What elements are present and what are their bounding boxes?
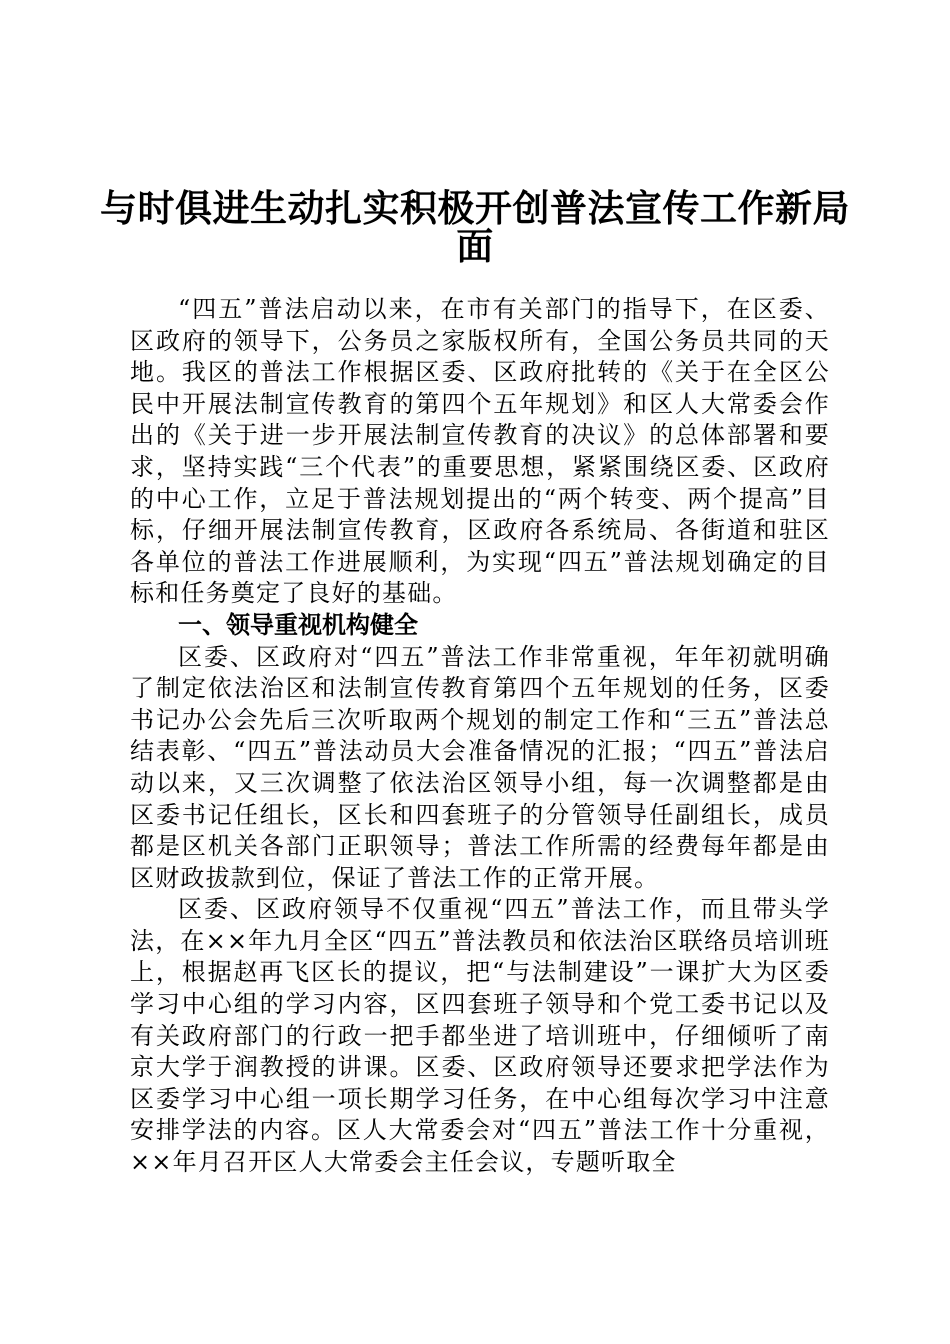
document-body: [130, 294, 830, 1179]
document-title-line-1: 与时俱进生动扎实积极开创普法宣传工作新局: [100, 187, 850, 230]
section-heading-1: 一、领导重视机构健全: [178, 610, 418, 639]
document-title-line-2: 面: [456, 225, 494, 268]
section-1-paragraph-1: 区委、区政府对“四五”普法工作非常重视，年年初就明确了制定依法治区和法制宣传教育第四个五年规划的任务，区委书记办公会先后三次听取两个规划的制定工作和“三五”普法总结表彰、“四五”普法动员大会准备情况的汇报；“四五”普法启动以来，又三次调整了依法治区领导小组，每一次调整都是由区委书记任组长，区长和四套班子的分管领导任副组长，成员都是区机关各部门正职领导；普法工作所需的经费每年都是由区财政拔款到位，保证了普法工作的正常开展。: [130, 642, 830, 892]
intro-paragraph: “四五”普法启动以来，在市有关部门的指导下，在区委、区政府的领导下，公务员之家版权所有，全国公务员共同的天地。我区的普法工作根据区委、区政府批转的《关于在全区公民中开展法制宣传教育的第四个五年规划》和区人大常委会作出的《关于进一步开展法制宣传教育的决议》的总体部署和要求，坚持实践“三个代表”的重要思想，紧紧围绕区委、区政府的中心工作，立足于普法规划提出的“两个转变、两个提高”目标，仔细开展法制宣传教育，区政府各系统局、各街道和驻区各单位的普法工作进展顺利，为实现“四五”普法规划确定的目标和任务奠定了良好的基础。: [130, 295, 830, 608]
section-1-paragraph-2: 区委、区政府领导不仅重视“四五”普法工作，而且带头学法，在××年九月全区“四五”普法教员和依法治区联络员培训班上，根据赵再飞区长的提议，把“与法制建设”一课扩大为区委学习中心组的学习内容，区四套班子领导和个党工委书记以及有关政府部门的行政一把手都坐进了培训班中，仔细倾听了南京大学于润教授的讲课。区委、区政府领导还要求把学法作为区委学习中心组一项长期学习任务，在中心组每次学习中注意安排学法的内容。区人大常委会对“四五”普法工作十分重视，××年月召开区人大常委会主任会议，专题听取全: [130, 895, 830, 1177]
